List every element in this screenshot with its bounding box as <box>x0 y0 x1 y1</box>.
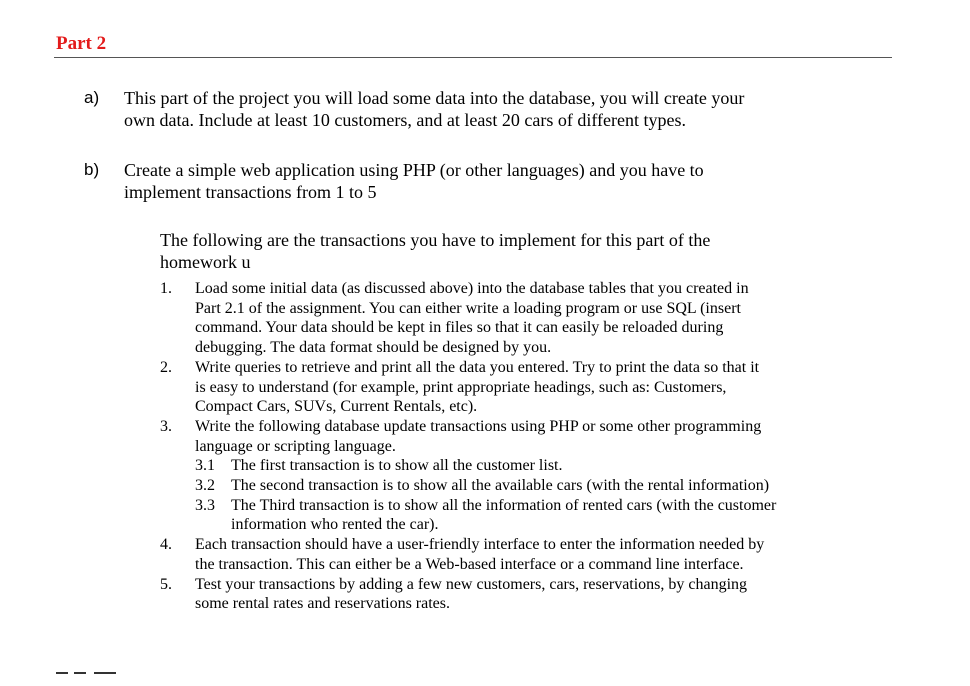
item-line: command. Your data should be kept in files so that it can easily be reloaded during <box>195 319 724 337</box>
item-line: language or scripting language. <box>195 437 396 455</box>
question-text <box>124 87 884 131</box>
cut-off-glyph <box>56 672 68 674</box>
item-line: Compact Cars, SUVs, Current Rentals, etc). <box>195 398 478 416</box>
sub-item-line: The first transaction is to show all the customer list. <box>231 457 563 475</box>
intro-line: The following are the transactions you have to implement for this part of the <box>160 230 711 250</box>
transactions-list <box>160 279 776 614</box>
question-marker: b) <box>84 160 100 179</box>
list-item-5 <box>160 575 776 614</box>
intro-line: homework u <box>160 252 251 272</box>
sub-item-number: 3.2 <box>195 477 215 495</box>
list-item-1 <box>160 279 776 358</box>
sub-item-3-1 <box>195 456 776 476</box>
item-number: 3. <box>160 417 172 435</box>
sub-item-line: The Third transaction is to show all the information of rented cars (with the customer <box>231 496 777 514</box>
section-title: Part 2 <box>56 33 107 54</box>
item-line: the transaction. This can either be a Web-based interface or a command line interface. <box>195 555 744 573</box>
section-divider <box>54 57 892 58</box>
question-line: This part of the project you will load some data into the database, you will create your <box>124 88 745 108</box>
item-number: 5. <box>160 575 172 593</box>
list-item-3 <box>160 417 776 535</box>
sub-item-3-3 <box>195 496 776 535</box>
item-line: is easy to understand (for example, print appropriate headings, such as: Customers, <box>195 378 727 396</box>
sub-item-3-2 <box>195 476 776 496</box>
list-item-2 <box>160 358 776 417</box>
item-line: Test your transactions by adding a few new customers, cars, reservations, by changing <box>195 575 748 593</box>
transactions-intro <box>160 229 710 273</box>
item-line: Write the following database update transactions using PHP or some other programming <box>195 417 762 435</box>
question-marker: a) <box>84 88 100 107</box>
sub-item-line: information who rented the car). <box>231 516 439 534</box>
cut-off-glyph <box>74 672 86 674</box>
item-line: some rental rates and reservations rates. <box>195 595 451 613</box>
cut-off-glyph <box>94 672 116 674</box>
item-line: debugging. The data format should be designed by you. <box>195 339 552 357</box>
item-line: Each transaction should have a user-friendly interface to enter the information needed by <box>195 536 765 554</box>
question-line: implement transactions from 1 to 5 <box>124 182 377 202</box>
item-number: 1. <box>160 280 172 297</box>
item-line: Write queries to retrieve and print all the data you entered. Try to print the data so that it <box>195 358 760 376</box>
item-number: 4. <box>160 536 172 554</box>
item-number: 2. <box>160 358 172 376</box>
question-line: own data. Include at least 10 customers, and at least 20 cars of different types. <box>124 110 686 130</box>
question-text <box>124 159 884 203</box>
item-line: Load some initial data (as discussed above) into the database tables that you created in <box>195 280 749 297</box>
question-line: Create a simple web application using PHP (or other languages) and you have to <box>124 160 704 180</box>
list-item-4 <box>160 535 776 574</box>
sub-item-number: 3.3 <box>195 496 215 514</box>
sub-item-number: 3.1 <box>195 457 215 475</box>
item-line: Part 2.1 of the assignment. You can either write a loading program or use SQL (insert <box>195 299 741 317</box>
sub-item-line: The second transaction is to show all the available cars (with the rental information) <box>231 477 770 495</box>
